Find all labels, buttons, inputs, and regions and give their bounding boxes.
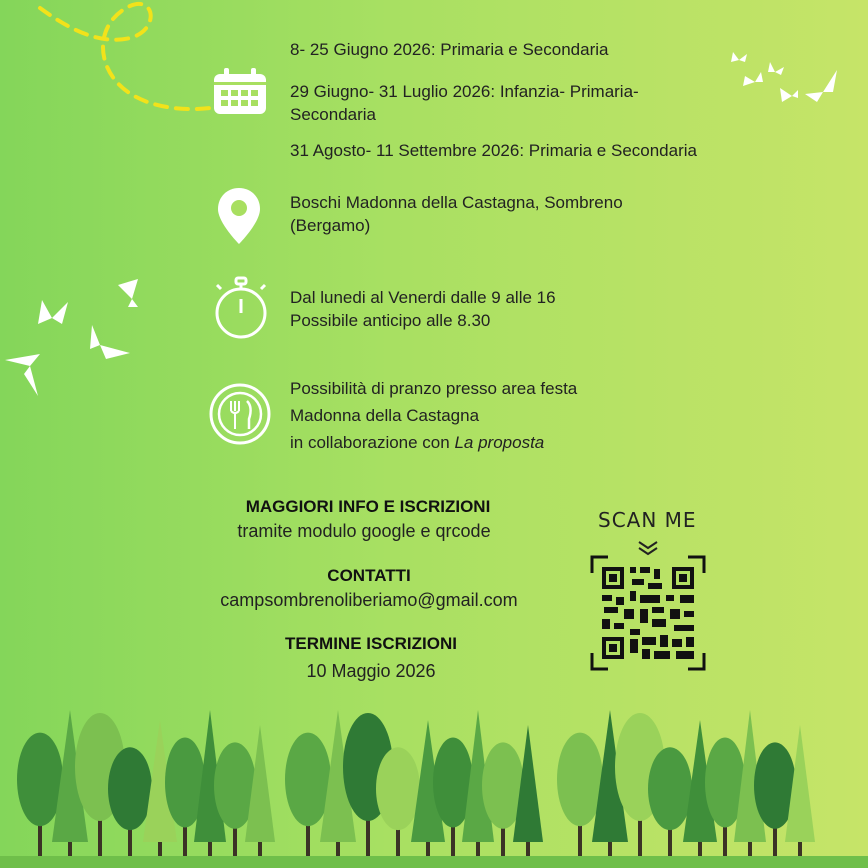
date-range-1: 8- 25 Giugno 2026: Primaria e Secondaria	[290, 40, 609, 59]
contacts-heading: CONTATTI	[327, 566, 411, 585]
location-pin-icon	[218, 188, 260, 244]
tree	[108, 747, 152, 860]
calendar-icon	[212, 68, 268, 116]
date-range-3: 31 Agosto- 11 Settembre 2026: Primaria e Secondaria	[290, 141, 697, 160]
birds-decoration-right	[725, 48, 855, 118]
deadline-heading: TERMINE ISCRIZIONI	[285, 634, 457, 653]
forest-illustration	[0, 690, 868, 868]
stopwatch-icon	[213, 275, 269, 341]
tree	[376, 747, 420, 860]
date-range-2-line2: Secondaria	[290, 105, 377, 124]
dashed-path-decoration	[0, 0, 220, 130]
deadline-date: 10 Maggio 2026	[306, 661, 436, 681]
date-range-2-line1: 29 Giugno- 31 Luglio 2026: Infanzia- Primaria-	[290, 82, 639, 101]
location-line-1: Boschi Madonna della Castagna, Sombreno	[290, 193, 623, 212]
lunch-line-2: Madonna della Castagna	[290, 406, 480, 425]
location-line-2: (Bergamo)	[290, 216, 371, 235]
tree	[214, 742, 256, 860]
birds-decoration-left	[0, 275, 150, 400]
plate-cutlery-icon	[209, 383, 271, 445]
hours-line-1: Dal lunedi al Venerdi dalle 9 alle 16	[290, 288, 556, 307]
ground	[0, 856, 868, 868]
tree	[754, 742, 796, 860]
info-heading: MAGGIORI INFO E ISCRIZIONI	[245, 497, 491, 516]
lunch-line-3	[290, 431, 544, 454]
qr-code[interactable]	[590, 555, 706, 671]
scan-me-label: SCAN ME	[598, 508, 697, 532]
hours-line-2: Possibile anticipo alle 8.30	[290, 311, 491, 330]
tree	[482, 742, 524, 860]
lunch-partner-name: La proposta	[454, 433, 545, 452]
lunch-line-1: Possibilità di pranzo presso area festa	[290, 379, 578, 398]
chevron-down-icon	[636, 540, 660, 556]
contact-email[interactable]: campsombrenoliberiamo@gmail.com	[220, 590, 518, 610]
lunch-collab-prefix: in collaborazione con	[290, 433, 455, 452]
info-text: tramite modulo google e qrcode	[237, 521, 491, 541]
tree	[648, 747, 692, 860]
